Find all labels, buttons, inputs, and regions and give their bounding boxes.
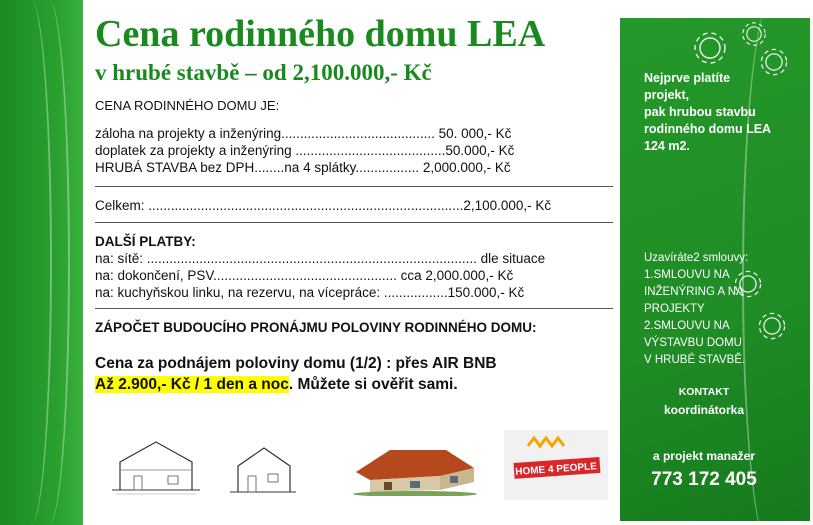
manager-label: a projekt manažer [652, 449, 756, 463]
rental-offer-line: Cena za podnájem poloviny domu (1/2) : přes AIR BNB [95, 355, 497, 372]
divider [95, 222, 613, 223]
sidebar-intro-line: pak hrubou stavbu [644, 105, 756, 119]
contract-line: PROJEKTY [644, 303, 705, 315]
rental-offer-price [95, 376, 458, 394]
rental-price-highlight: Až 2.900,- Kč / 1 den a noc [95, 376, 289, 393]
contract-line: INŽENÝRING A NA [644, 286, 744, 298]
other-line-networks: na: sítě: ........................................................................................ dle situace [95, 251, 546, 266]
contact-label: KONTAKT [678, 386, 730, 398]
price-line-rough-build: HRUBÁ STAVBA bez DPH........na 4 splátky................. 2,000.000,- Kč [95, 160, 511, 175]
left-green-band [0, 0, 83, 525]
svg-text:HOME 4 PEOPLE: HOME 4 PEOPLE [514, 461, 598, 478]
contact-sidebar [620, 18, 810, 521]
contracts-list [644, 250, 784, 369]
price-total: Celkem: ....................................................................................2,100.000,- Kč [95, 198, 552, 213]
contract-line: V HRUBÉ STAVBĚ. [644, 354, 746, 366]
sidebar-intro-line: rodinného domu LEA [644, 122, 772, 136]
price-section-heading: CENA RODINNÉHO DOMU JE: [95, 98, 280, 113]
sidebar-intro-line: Nejprve platíte [644, 71, 731, 85]
home-4-people-logo [504, 430, 608, 500]
page-subtitle: v hrubé stavbě – od 2,100.000,- Kč [95, 60, 432, 85]
contracts-heading: Uzavíráte2 smlouvy: [644, 252, 749, 264]
page-title: Cena rodinného domu LEA [95, 13, 546, 55]
contact-role: koordinátorka [663, 403, 744, 417]
gear-icon [690, 28, 730, 68]
sidebar-intro-line: 124 m2. [644, 139, 690, 153]
sidebar-intro [644, 70, 771, 155]
rental-heading: ZÁPOČET BUDOUCÍHO PRONÁJMU POLOVINY RODINNÉHO DOMU: [95, 320, 537, 335]
other-line-completion: na: dokončení, PSV................................................. cca 2,000.000,- Kč [95, 268, 514, 283]
house-section-drawing-b [228, 440, 298, 498]
divider [95, 186, 613, 187]
contract-line: VÝSTAVBU DOMU [644, 337, 742, 349]
price-line-deposit: záloha na projekty a inženýring......................................... 50. 000,- Kč [95, 126, 512, 141]
house-section-drawing-a [108, 432, 204, 498]
contract-line: 1.SMLOUVU NA [644, 269, 730, 281]
price-line-surcharge: doplatek za projekty a inženýring ........................................50.000,- Kč [95, 143, 515, 158]
rental-verify-text: . Můžete si ověřit sami. [288, 376, 458, 393]
contract-line: 2.SMLOUVU NA [644, 320, 730, 332]
phone-number[interactable]: 773 172 405 [651, 469, 757, 490]
other-payments-heading: DALŠÍ PLATBY: [95, 234, 196, 249]
house-3d-render [350, 436, 480, 496]
other-line-kitchen: na: kuchyňskou linku, na rezervu, na vícepráce: .................150.000,- Kč [95, 285, 525, 300]
sidebar-intro-line: projekt, [644, 88, 690, 102]
divider [95, 308, 613, 309]
